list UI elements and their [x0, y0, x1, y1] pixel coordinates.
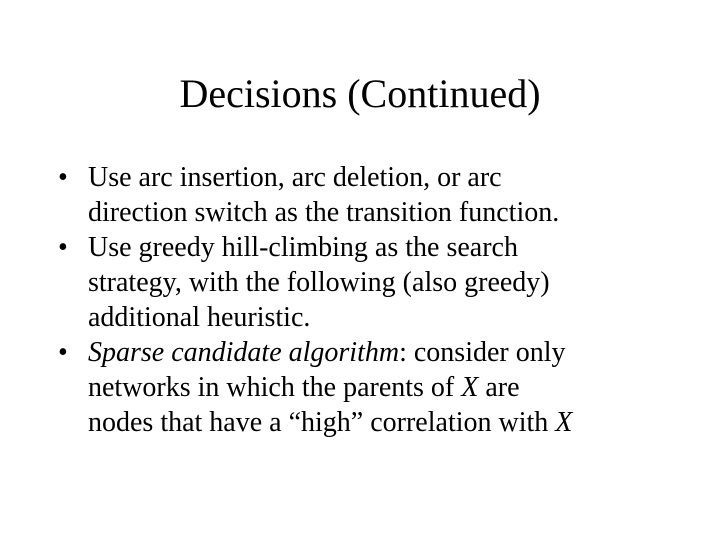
- term-emphasis: Sparse candidate algorithm: [88, 337, 400, 368]
- bullet-item: [58, 160, 698, 230]
- bullet-icon: •: [58, 232, 68, 263]
- bullet-text: nodes that have a “high” correlation with: [88, 407, 556, 438]
- slide-title: Decisions (Continued): [179, 71, 541, 116]
- bullet-line: [88, 405, 698, 440]
- bullet-text: : consider only: [399, 337, 566, 368]
- bullet-text: networks in which the parents of: [88, 372, 462, 403]
- bullet-line: direction switch as the transition function.: [88, 197, 560, 228]
- variable-x: X: [461, 372, 479, 403]
- variable-x: X: [555, 407, 573, 438]
- bullet-item: [58, 230, 698, 335]
- bullet-line: Use arc insertion, arc deletion, or arc: [88, 162, 502, 193]
- bullet-line: additional heuristic.: [88, 302, 311, 333]
- bullet-list: [58, 160, 698, 440]
- bullet-icon: •: [58, 337, 68, 368]
- bullet-line: [88, 370, 698, 405]
- bullet-icon: •: [58, 162, 68, 193]
- bullet-item: [58, 335, 698, 440]
- bullet-line: Use greedy hill-climbing as the search: [88, 232, 518, 263]
- bullet-text: are: [478, 372, 520, 403]
- bullet-line: strategy, with the following (also greedy): [88, 267, 550, 298]
- bullet-line: [88, 335, 698, 370]
